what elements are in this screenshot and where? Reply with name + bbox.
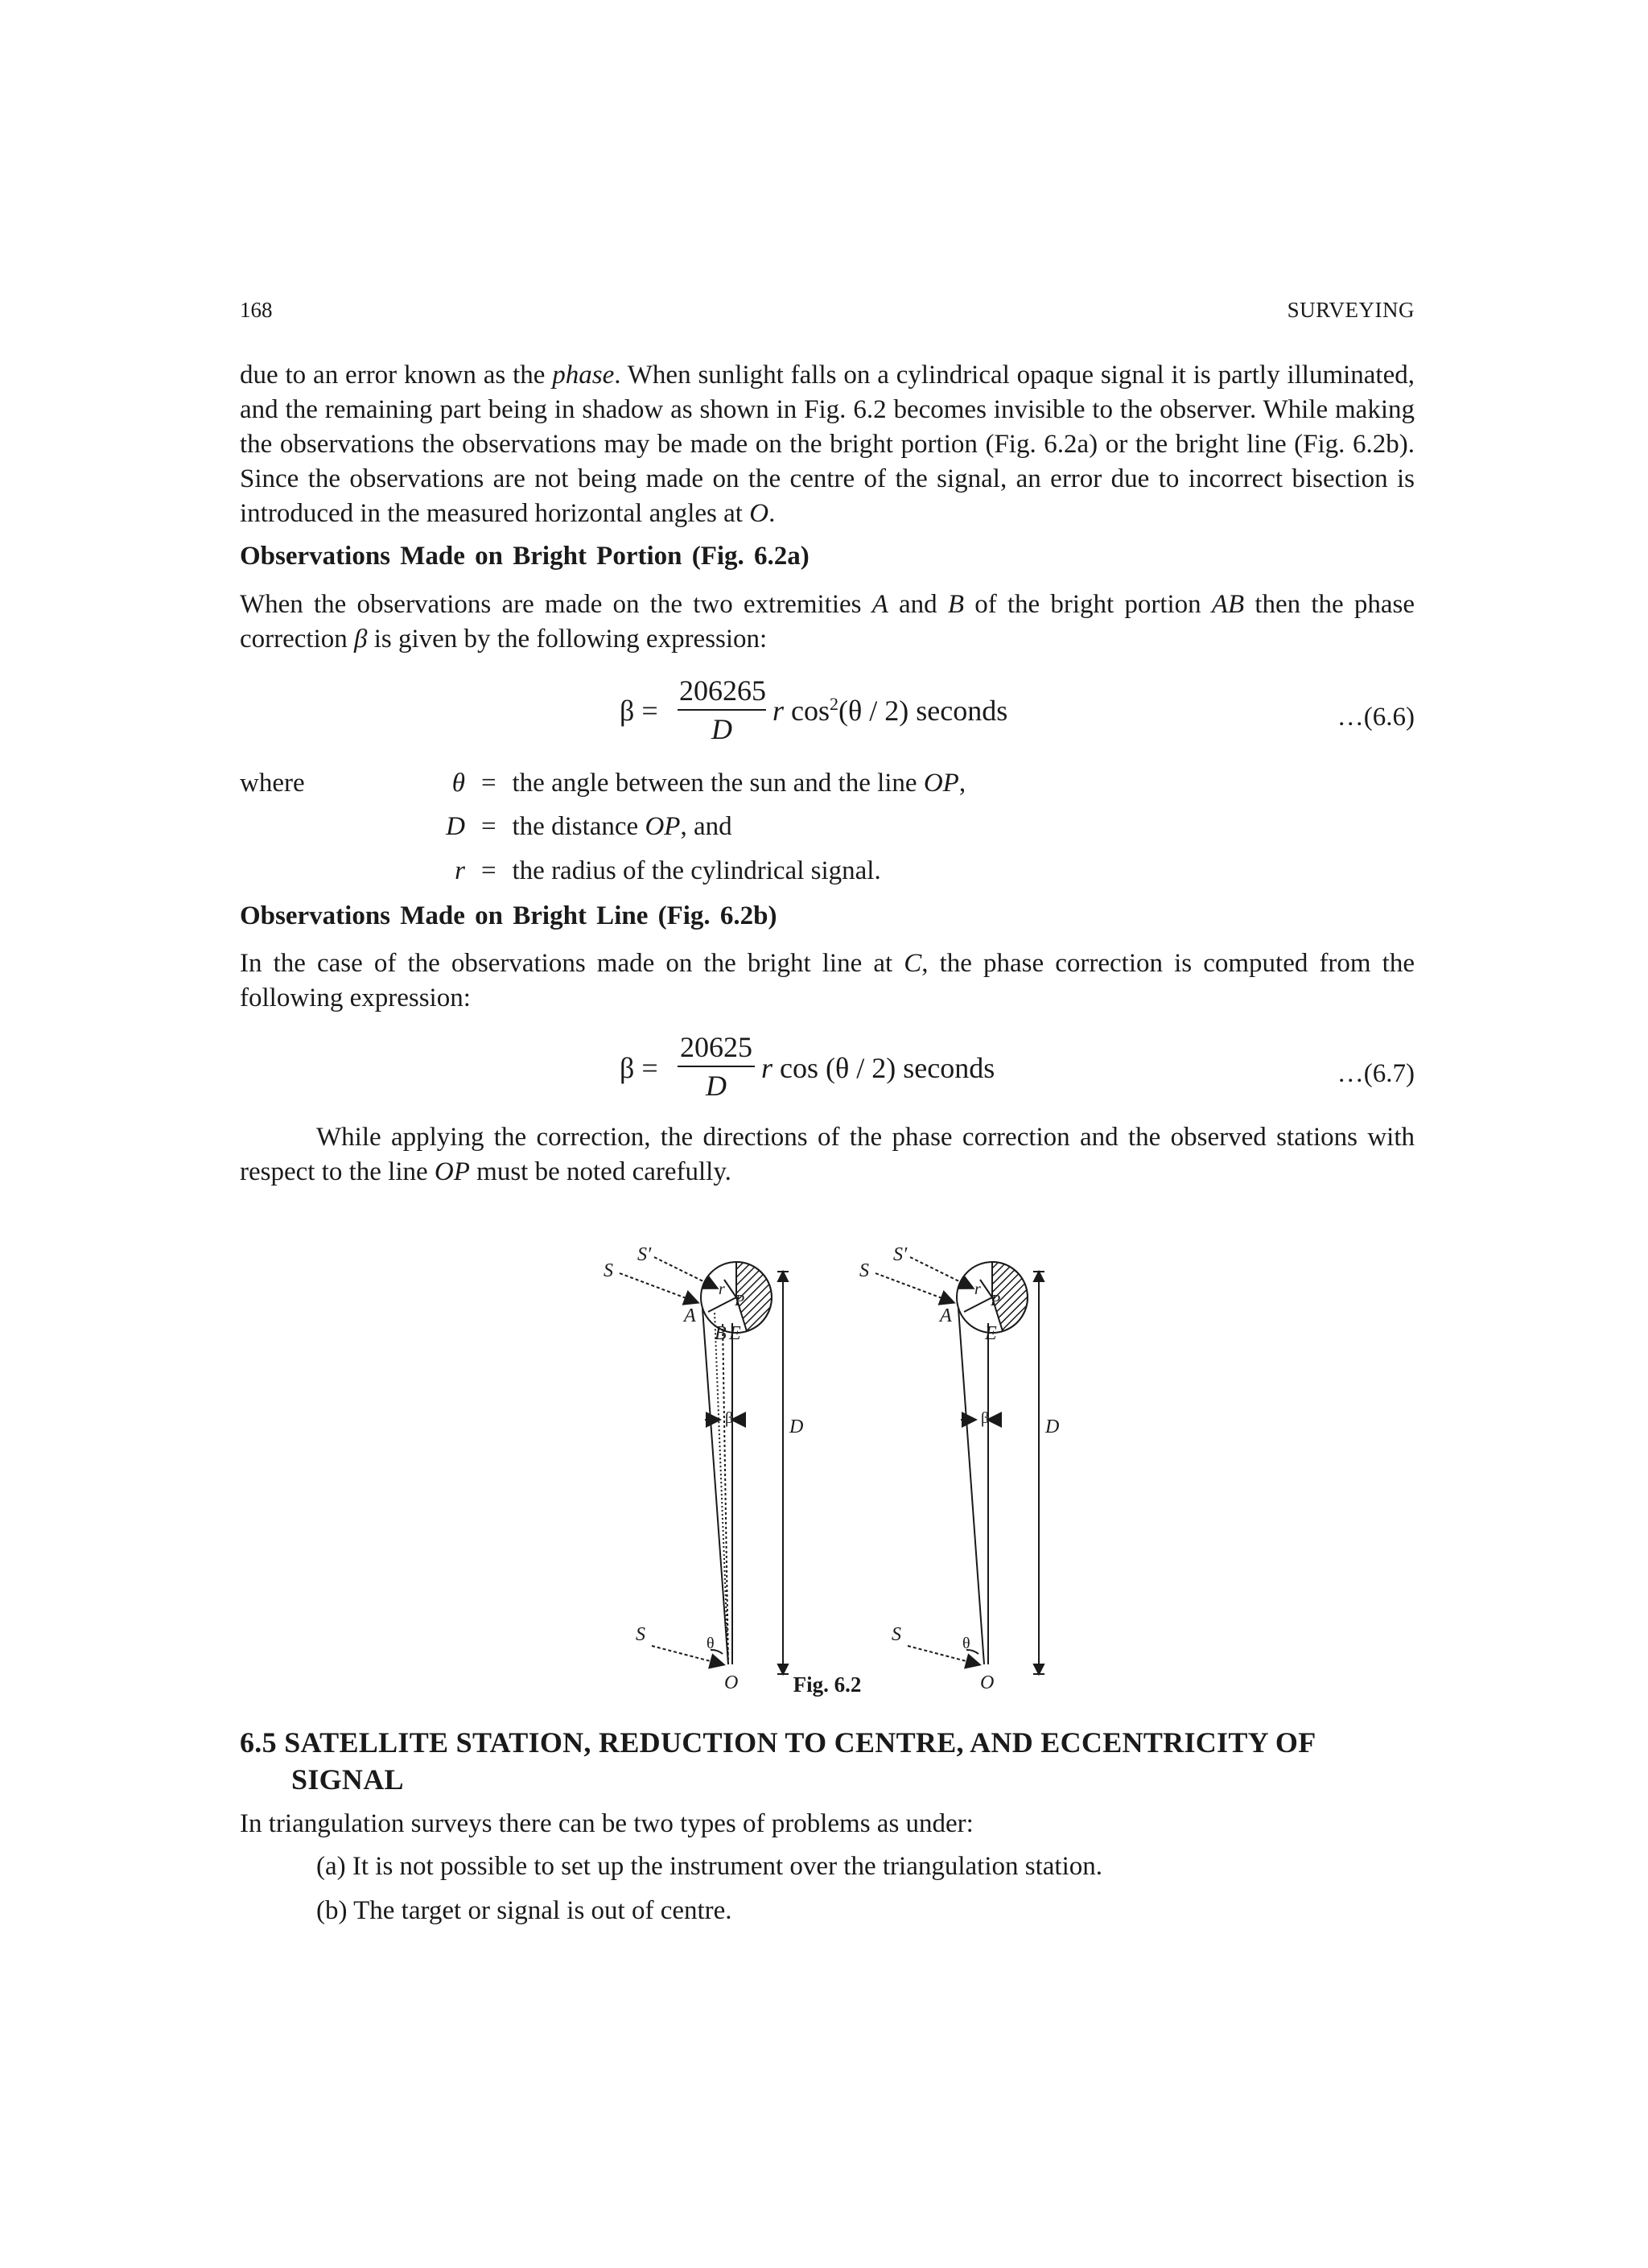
list-item: (b) The target or signal is out of centre. bbox=[316, 1896, 732, 1925]
running-title: SURVEYING bbox=[1287, 298, 1415, 322]
label-r-b: r bbox=[974, 1280, 981, 1298]
text: While applying the correction, the directions of the phase correction and the observed stations with respect to the line bbox=[240, 1123, 1415, 1186]
label-p-a: P bbox=[735, 1292, 745, 1309]
def-italic: OP bbox=[923, 769, 959, 798]
intro-phase-term: phase bbox=[552, 361, 615, 390]
def-text: the distance bbox=[512, 812, 645, 841]
definition-d bbox=[441, 810, 1246, 844]
section-heading-bright-portion: Observations Made on Bright Portion (Fig. 6.2a) bbox=[240, 542, 810, 571]
eq67-denominator: D bbox=[706, 1070, 727, 1102]
section-heading-6-5 bbox=[240, 1724, 1415, 1798]
text: , the phase correction is computed from the following expression: bbox=[240, 949, 1415, 1012]
label-s-b: S bbox=[859, 1260, 869, 1281]
label-d-a: D bbox=[789, 1416, 804, 1437]
def-equals: = bbox=[480, 812, 496, 841]
correction-note-paragraph bbox=[240, 1120, 1415, 1190]
section-heading-bright-line: Observations Made on Bright Line (Fig. 6.2b) bbox=[240, 901, 777, 930]
label-o-a: O bbox=[724, 1672, 739, 1693]
point-b: B bbox=[947, 590, 965, 619]
label-a-a: A bbox=[684, 1305, 696, 1326]
figure-title: Fig. 6.2 bbox=[793, 1672, 862, 1697]
sun-ray-s-prime-a bbox=[654, 1257, 716, 1288]
label-beta-a: β bbox=[725, 1409, 734, 1427]
label-o-b: O bbox=[980, 1672, 995, 1693]
page-number: 168 bbox=[240, 298, 273, 322]
label-beta-b: β bbox=[981, 1409, 990, 1427]
point-c: C bbox=[904, 949, 922, 978]
bright-line-paragraph bbox=[240, 946, 1415, 1016]
figure-6-2 bbox=[240, 1223, 1415, 1706]
label-s-a: S bbox=[604, 1260, 613, 1281]
def-equals: = bbox=[480, 769, 496, 798]
label-r-a: r bbox=[719, 1280, 725, 1298]
figure-panel-b bbox=[876, 1257, 1044, 1674]
radius-to-a bbox=[708, 1297, 736, 1312]
text: then the phase correction bbox=[240, 590, 1415, 654]
def-symbol: r bbox=[455, 856, 465, 885]
label-a-b: A bbox=[940, 1305, 952, 1326]
sun-ray-s-a bbox=[620, 1273, 697, 1302]
problem-list bbox=[316, 1849, 1415, 1928]
def-text: , bbox=[958, 769, 966, 798]
intro-text-2: . When sunlight falls on a cylindrical opaque signal it is partly illuminated, and the remaining part being in shadow as shown in Fig. 6.2 becomes invisible to the observer. While making the observations the observations may be made on the bright portion (Fig. 6.2a) or the bright line (Fig. 6.2b). Since the observations are not being made on the centre of the signal, an error due to incorrect bisection is introduced in the measured horizontal angles at bbox=[240, 361, 1415, 528]
label-p-b: P bbox=[991, 1292, 1001, 1309]
label-b-a: B bbox=[715, 1323, 727, 1344]
text: In the case of the observations made on the bright line at bbox=[240, 949, 904, 978]
eq66-rhs bbox=[772, 694, 1007, 728]
label-s-prime-b: S′ bbox=[893, 1244, 908, 1265]
eq66-lhs: β = bbox=[620, 695, 658, 727]
eq67-lhs: β = bbox=[620, 1052, 658, 1084]
label-s-prime-a: S′ bbox=[637, 1244, 652, 1265]
sight-line-oa-b bbox=[958, 1309, 984, 1664]
intro-text-3: . bbox=[768, 499, 776, 528]
def-equals: = bbox=[480, 856, 496, 885]
def-text: the radius of the cylindrical signal. bbox=[512, 856, 881, 885]
bright-portion-paragraph bbox=[240, 588, 1415, 657]
text: When the observations are made on the two extremities bbox=[240, 590, 872, 619]
eq67-fraction bbox=[678, 1029, 755, 1104]
figure-panel-a bbox=[620, 1257, 789, 1674]
dimension-arrow-top-a bbox=[778, 1272, 788, 1281]
eq66-number: …(6.6) bbox=[1337, 703, 1415, 732]
list-item: (a) It is not possible to set up the instrument over the triangulation station. bbox=[316, 1852, 1102, 1881]
label-e-a: E bbox=[729, 1323, 741, 1344]
def-symbol: θ bbox=[451, 769, 465, 798]
label-e-b: E bbox=[985, 1323, 997, 1344]
eq66-fraction bbox=[678, 672, 766, 748]
def-symbol: D bbox=[446, 812, 465, 841]
eq66-r: r bbox=[772, 695, 785, 727]
section-6-5-intro: In triangulation surveys there can be two types of problems as under: bbox=[240, 1809, 974, 1838]
text: must be noted carefully. bbox=[469, 1157, 731, 1186]
point-a: A bbox=[871, 590, 888, 619]
eq66-denominator: D bbox=[711, 713, 732, 745]
sun-ray-s-prime-b bbox=[910, 1257, 972, 1288]
intro-text-1: due to an error known as the bbox=[240, 361, 553, 390]
label-theta-a: θ bbox=[707, 1635, 715, 1652]
eq66-exponent: 2 bbox=[830, 694, 839, 714]
beta-symbol: β bbox=[354, 625, 368, 654]
def-text: the angle between the sun and the line bbox=[512, 769, 924, 798]
text: and bbox=[888, 590, 948, 619]
eq67-numerator: 20625 bbox=[678, 1029, 755, 1067]
segment-ab: AB bbox=[1211, 590, 1245, 619]
sight-line-ob bbox=[723, 1323, 728, 1664]
sight-line-oa bbox=[702, 1309, 728, 1664]
text: of the bright portion bbox=[964, 590, 1212, 619]
eq67-rest: cos (θ / 2) seconds bbox=[772, 1052, 995, 1084]
eq67-number: …(6.7) bbox=[1337, 1059, 1415, 1088]
eq66-cos: cos bbox=[784, 695, 830, 727]
where-label: where bbox=[240, 769, 305, 798]
label-theta-b: θ bbox=[962, 1635, 970, 1652]
intro-point-o: O bbox=[749, 499, 769, 528]
eq67-rhs bbox=[761, 1051, 995, 1085]
heading-line-2: SIGNAL bbox=[291, 1763, 404, 1796]
page bbox=[240, 0, 1415, 2268]
heading-line-1: 6.5 SATELLITE STATION, REDUCTION TO CENTRE, AND ECCENTRICITY OF bbox=[240, 1726, 1316, 1759]
eq66-rest: (θ / 2) seconds bbox=[838, 695, 1008, 727]
label-s-lower-b: S bbox=[892, 1624, 901, 1645]
line-op: OP bbox=[434, 1157, 470, 1186]
label-s-lower-a: S bbox=[636, 1624, 645, 1645]
sight-line-mid-a bbox=[715, 1312, 728, 1664]
text: is given by the following expression: bbox=[367, 625, 768, 654]
sun-ray-s-b bbox=[876, 1273, 953, 1302]
definition-r bbox=[441, 854, 1246, 889]
intro-paragraph bbox=[240, 358, 1415, 531]
definition-theta bbox=[441, 766, 1246, 801]
radius-to-a-b bbox=[964, 1297, 992, 1312]
running-header bbox=[240, 298, 1415, 330]
dimension-arrow-top-b bbox=[1034, 1272, 1044, 1281]
label-d-b: D bbox=[1045, 1416, 1060, 1437]
eq66-numerator: 206265 bbox=[678, 672, 766, 711]
eq67-r: r bbox=[761, 1052, 773, 1084]
def-italic: OP bbox=[645, 812, 681, 841]
def-text: , and bbox=[680, 812, 732, 841]
